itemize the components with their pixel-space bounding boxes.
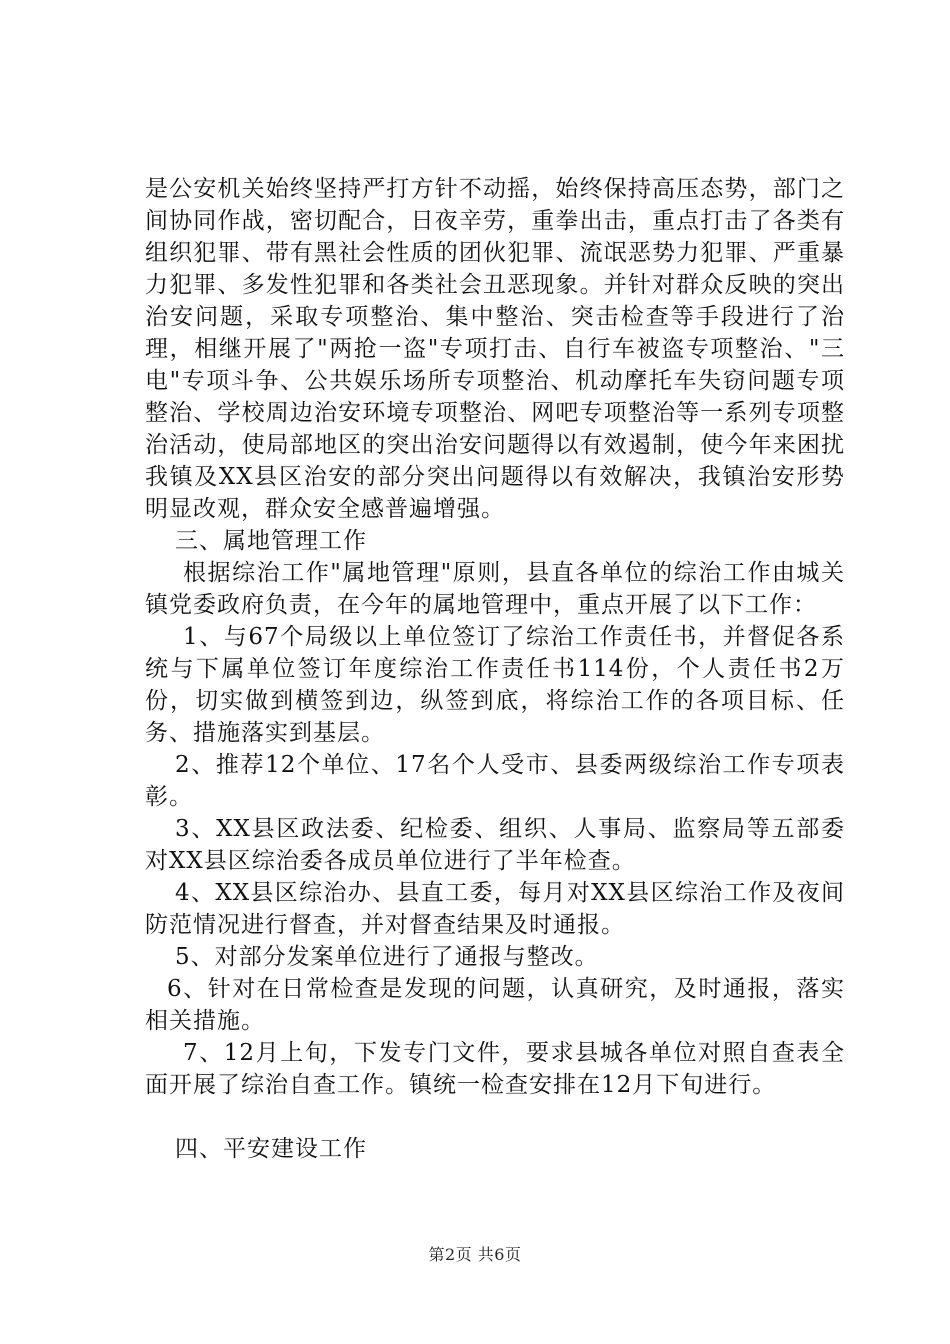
heading-safety-construction: 四、平安建设工作 — [175, 1136, 367, 1162]
list-item-5: 5、对部分发案单位进行了通报与整改。 — [175, 944, 599, 970]
list-item-7: 7、12月上旬，下发专门文件，要求县城各单位对照自查表全面开展了综治自查工作。镇统一检查安排在12月下旬进行。 — [145, 1040, 845, 1098]
list-item-6: 6、针对在日常检查是发现的问题，认真研究，及时通报，落实相关措施。 — [145, 976, 845, 1034]
paragraph-territorial-intro: 根据综治工作"属地管理"原则，县直各单位的综治工作由城关镇党委政府负责，在今年的属地管理中，重点开展了以下工作： — [145, 560, 845, 618]
list-item-1: 1、与67个局级以上单位签订了综治工作责任书，并督促各系统与下属单位签订年度综治工作责任书114份，个人责任书2万份，切实做到横签到边，纵签到底，将综治工作的各项目标、任务、措施落实到基层。 — [145, 624, 845, 746]
list-item-2: 2、推荐12个单位、17名个人受市、县委两级综治工作专项表彰。 — [145, 752, 845, 810]
list-item-4: 4、XX县区综治办、县直工委，每月对XX县区综治工作及夜间防范情况进行督查，并对督查结果及时通报。 — [145, 880, 845, 938]
heading-territorial-management: 三、属地管理工作 — [175, 528, 367, 554]
page-footer: 第2页 共6页 — [428, 1245, 522, 1264]
paragraph-crackdown: 是公安机关始终坚持严打方针不动摇，始终保持高压态势，部门之间协同作战，密切配合，日夜辛劳，重拳出击，重点打击了各类有组织犯罪、带有黑社会性质的团伙犯罪、流氓恶势力犯罪、严重暴力犯罪、多发性犯罪和各类社会丑恶现象。并针对群众反映的突出治安问题，采取专项整治、集中整治、突击检查等手段进行了治理，相继开展了"两抢一盗"专项打击、自行车被盗专项整治、"三电"专项斗争、公共娱乐场所专项整治、机动摩托车失窃问题专项整治、学校周边治安环境专项整治、网吧专项整治等一系列专项整治活动，使局部地区的突出治安问题得以有效遏制，使今年来困扰我镇及XX县区治安的部分突出问题得以有效解决，我镇治安形势明显改观，群众安全感普遍增强。 — [145, 176, 845, 522]
list-item-3: 3、XX县区政法委、纪检委、组织、人事局、监察局等五部委对XX县区综治委各成员单位进行了半年检查。 — [145, 816, 845, 874]
document-body — [145, 173, 845, 1165]
